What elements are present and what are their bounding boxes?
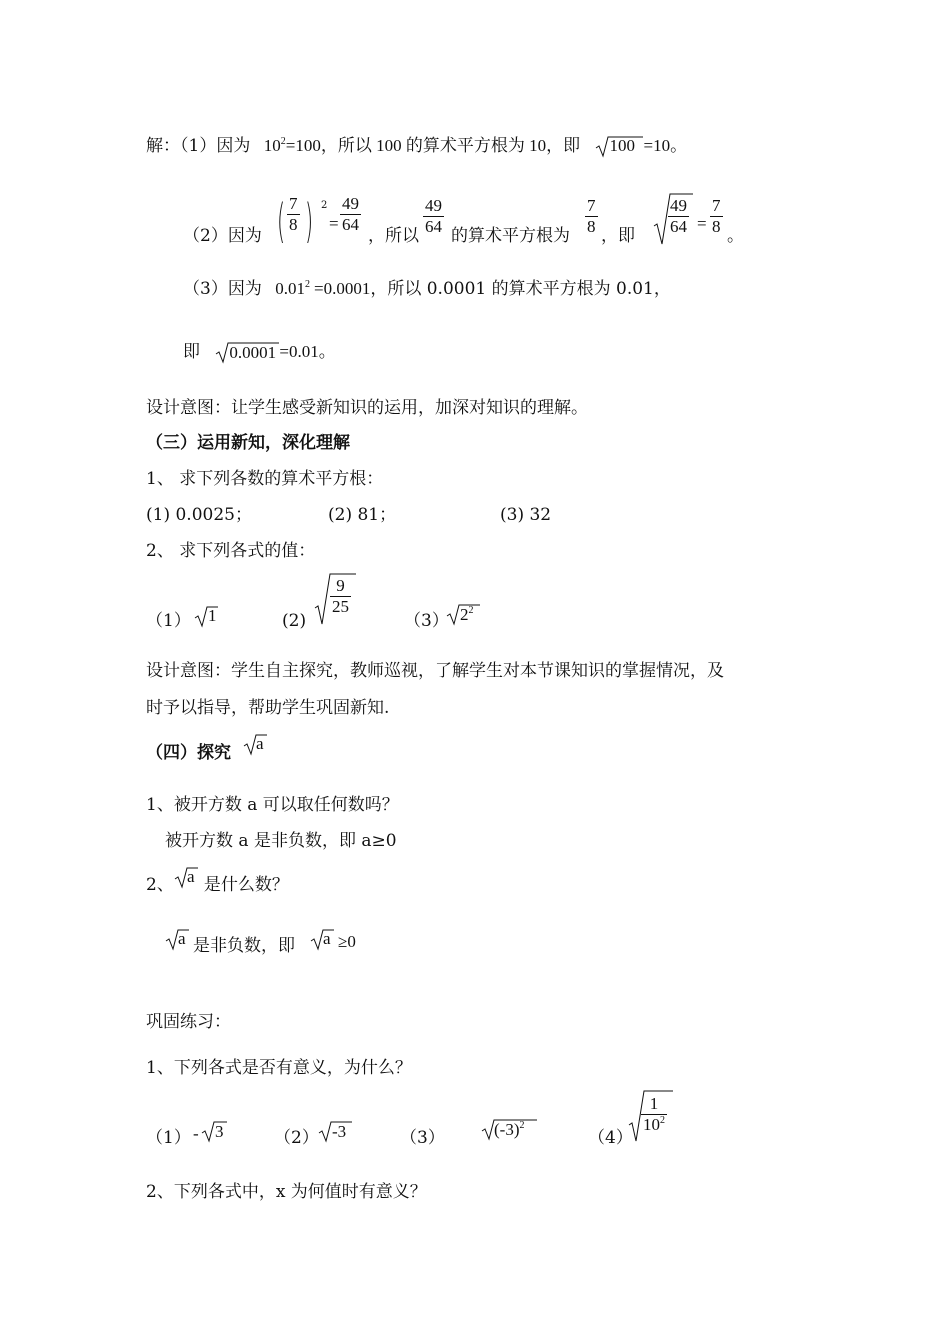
text: （2）因为 — [183, 226, 262, 246]
numerator: 7 — [587, 196, 596, 215]
base: 10 — [263, 136, 281, 155]
denominator: 8 — [587, 217, 596, 236]
text: 解：（1）因为 — [146, 136, 251, 156]
fraction-7-8-b — [585, 196, 598, 237]
radicand: a — [323, 929, 331, 948]
exponent: 2 — [660, 1115, 665, 1126]
explore-question-1: 1、被开方数 a 可以取任何数吗？ — [146, 795, 399, 815]
text: = — [329, 214, 339, 233]
denominator — [641, 1115, 667, 1135]
solution-line-1 — [146, 134, 687, 159]
exponent: 2 — [304, 279, 310, 290]
design-intent-2-line-1: 设计意图：学生自主探究，教师巡视，了解学生对本节课知识的掌握情况，及 — [146, 661, 724, 681]
numerator: 49 — [670, 196, 687, 215]
question-2-title: 2、 求下列各式的值： — [146, 541, 316, 561]
sqrt-a-q2 — [174, 866, 198, 894]
base: 2 — [460, 605, 469, 624]
solution-line-4 — [183, 340, 336, 365]
text: ，所以 0.0001 的算术平方根为 0.01， — [370, 279, 671, 299]
radicand: a — [178, 929, 186, 948]
numerator: 9 — [330, 576, 351, 597]
text: ，即 — [601, 226, 635, 246]
radicand: 0.0001 — [229, 342, 277, 362]
fraction-9-25 — [330, 576, 351, 617]
denominator: 64 — [342, 215, 359, 234]
numerator: 49 — [342, 194, 359, 213]
practice-2-title: 2、下列各式中，x 为何值时有意义？ — [146, 1182, 427, 1202]
question-1-title: 1、 求下列各数的算术平方根： — [146, 469, 384, 489]
exponent: 2 — [468, 605, 474, 616]
denominator: 8 — [289, 215, 298, 234]
text: =0.0001 — [313, 279, 371, 298]
text: =10。 — [643, 136, 688, 155]
power-001 — [275, 279, 310, 298]
numerator: 1 — [641, 1094, 667, 1115]
radicand — [460, 605, 474, 625]
right-paren: ) — [305, 194, 314, 248]
text: =0.01 — [279, 342, 319, 361]
text: 的算术平方根为 — [451, 226, 570, 246]
explore-answer-2 — [193, 934, 295, 958]
explore-question-2 — [146, 873, 289, 897]
radicand: 3 — [215, 1122, 224, 1141]
fraction-1-over-10sq — [641, 1094, 667, 1135]
sqrt-a-a2b — [310, 928, 334, 956]
numerator: 7 — [289, 194, 298, 213]
radicand: -3 — [332, 1122, 347, 1141]
sqrt-3 — [201, 1120, 227, 1148]
text: （3）因为 — [183, 279, 262, 299]
sqrt-100 — [595, 135, 643, 159]
label: （1） — [146, 611, 191, 631]
base: 10 — [643, 1115, 660, 1134]
denominator: 64 — [425, 217, 442, 236]
numerator: 7 — [712, 196, 721, 215]
sqrt-a-heading — [243, 733, 267, 761]
solution-line-3 — [183, 277, 671, 301]
exponent: 2 — [519, 1120, 525, 1131]
question-2-item-2: (2) — [282, 611, 307, 631]
explore-answer-2-end: ≥0 — [338, 932, 356, 951]
text: =100，所以 100 的算术平方根为 10，即 — [285, 136, 581, 155]
practice-1-item-1-label: （1） — [146, 1128, 191, 1148]
denominator: 64 — [670, 217, 687, 236]
exponent: 2 — [280, 136, 286, 147]
denominator: 8 — [712, 217, 721, 236]
text: 。 — [727, 226, 744, 246]
question-1-item-1: (1) 0.0025； — [146, 505, 252, 525]
practice-title: 巩固练习： — [146, 1012, 231, 1032]
denominator: 25 — [332, 597, 349, 616]
sqrt-neg-3-squared — [481, 1118, 539, 1146]
radicand: a — [187, 867, 195, 886]
question-2-item-1 — [146, 609, 191, 633]
radicand: 100 — [609, 135, 635, 155]
practice-1-title: 1、下列各式是否有意义，为什么？ — [146, 1058, 412, 1078]
numerator: 49 — [425, 196, 442, 215]
design-intent-2-line-2: 时予以指导，帮助学生巩固新知. — [146, 698, 390, 718]
section-4-title — [146, 741, 231, 765]
exponent: 2 — [321, 200, 328, 211]
left-paren: ( — [277, 194, 286, 248]
practice-1-item-4-label: （4） — [588, 1128, 633, 1148]
sqrt-neg-3 — [318, 1120, 354, 1148]
radicand: a — [256, 734, 264, 753]
text: 。 — [318, 342, 336, 362]
practice-1-item-2-label: （2） — [274, 1128, 319, 1148]
practice-1-item-3-label: （3） — [400, 1128, 445, 1148]
sqrt-1 — [194, 605, 220, 633]
base: (-3) — [494, 1120, 520, 1139]
section-3-title: （三）运用新知，深化理解 — [146, 433, 350, 453]
question-1-item-3: (3) 32 — [500, 505, 552, 525]
question-1-item-2: (2) 81； — [328, 505, 397, 525]
text: 是什么数？ — [203, 875, 289, 895]
fraction-7-8 — [287, 194, 300, 235]
fraction-49-64-b — [423, 196, 444, 237]
radicand — [494, 1120, 524, 1140]
text: = — [697, 214, 707, 233]
radicand: 1 — [208, 606, 217, 625]
text: ，所以 — [368, 226, 419, 246]
minus-sign: - — [193, 1124, 199, 1143]
text: 是非负数，即 — [193, 936, 295, 956]
power-10 — [264, 136, 286, 155]
design-intent-1: 设计意图：让学生感受新知识的运用，加深对知识的理解。 — [146, 398, 588, 418]
explore-answer-1: 被开方数 a 是非负数，即 a≥0 — [165, 831, 397, 851]
text: 即 — [183, 342, 200, 362]
sqrt-a-a2 — [165, 928, 189, 956]
text: 2、 — [146, 875, 174, 895]
base: 0.01 — [275, 279, 305, 298]
text: （四）探究 — [146, 743, 231, 763]
fraction-7-8-c — [710, 196, 723, 237]
question-2-item-3: （3） — [404, 611, 449, 631]
sqrt-2-squared — [446, 603, 482, 631]
fraction-49-64 — [340, 194, 361, 235]
sqrt-00001 — [215, 341, 279, 365]
fraction-49-64-c — [668, 196, 689, 237]
